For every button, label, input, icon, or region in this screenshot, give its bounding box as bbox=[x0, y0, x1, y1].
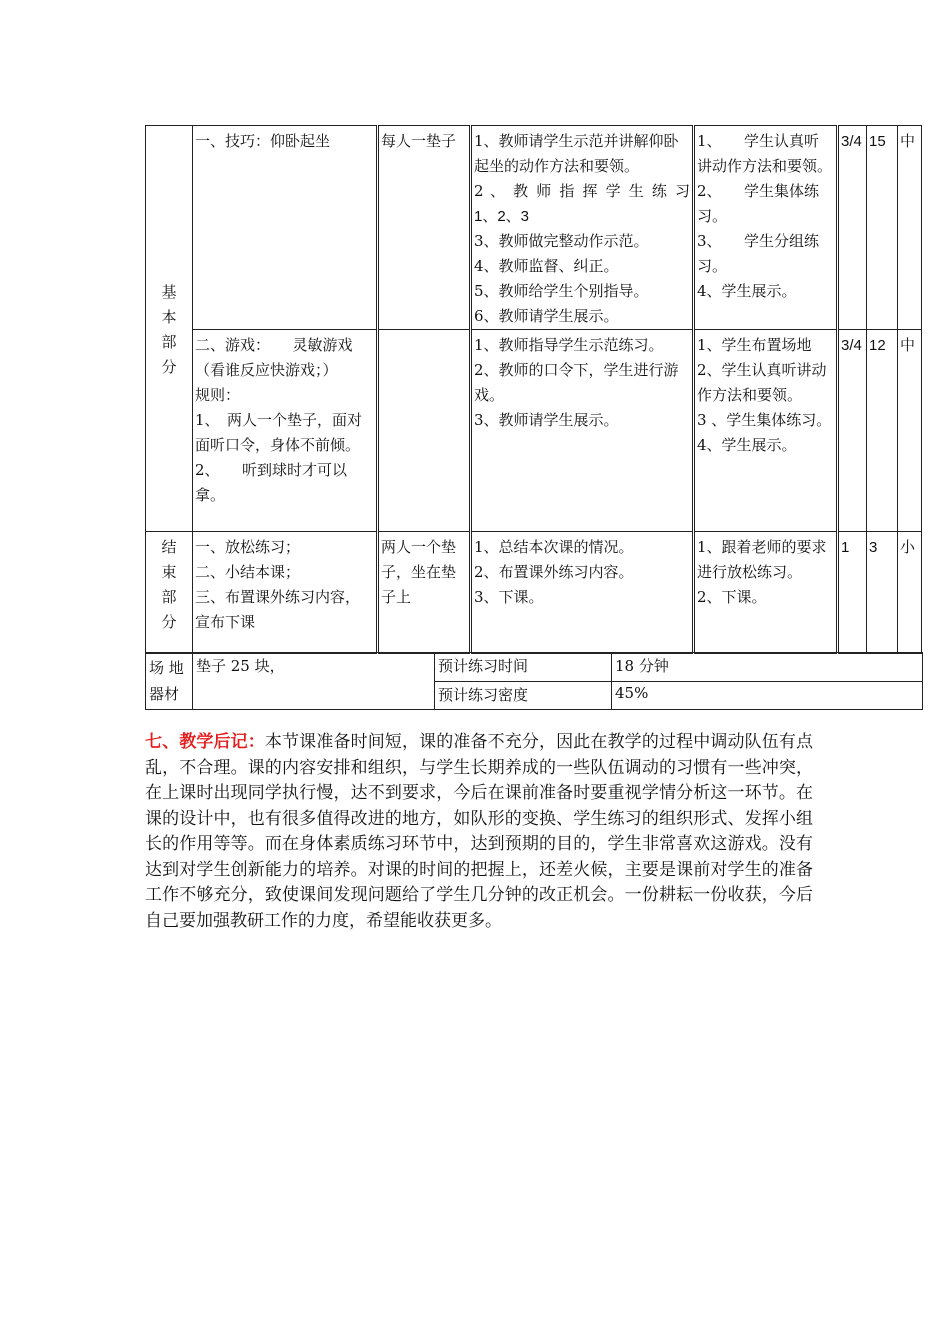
teacher-step: 2 、 教 师 指 挥 学 生 练 习 bbox=[474, 182, 690, 200]
teacher-step: 1、教师请学生示范并讲解仰卧起坐的动作方法和要领。 bbox=[474, 132, 679, 175]
teaching-notes bbox=[145, 730, 813, 934]
equipment-cell bbox=[378, 330, 471, 532]
content-line: 二、小结本课； bbox=[195, 563, 301, 581]
lesson-plan-table bbox=[145, 125, 922, 654]
equipment-text: 每人一垫子 bbox=[381, 132, 457, 150]
content-text: 一、技巧：仰卧起坐 bbox=[195, 132, 331, 150]
teacher-step: 1、教师指导学生示范练习。 bbox=[474, 336, 664, 354]
footer-row bbox=[146, 653, 923, 682]
venue-value-cell: 垫子 25 块， bbox=[193, 653, 435, 710]
basic-label-char: 部 bbox=[161, 333, 177, 351]
teacher-step: 2、教师的口令下，学生进行游戏。 bbox=[474, 361, 679, 404]
student-activity-cell bbox=[694, 330, 838, 532]
time-cell: 15 bbox=[867, 126, 898, 330]
student-step: 1、 学生认真听讲动作方法和要领。 bbox=[697, 132, 833, 175]
teacher-step: 4、教师监督、纠正。 bbox=[474, 257, 619, 275]
intensity-cell: 小 bbox=[898, 532, 922, 654]
content-cell bbox=[193, 126, 378, 330]
content-line: 2、 听到球时才可以拿。 bbox=[195, 461, 348, 504]
equipment-text: 两人一个垫子，坐在垫子上 bbox=[381, 538, 457, 606]
sets-cell: 1 bbox=[838, 532, 867, 654]
basic-section-label bbox=[146, 126, 193, 532]
sets-cell: 3/4 bbox=[838, 126, 867, 330]
teacher-step: 2、布置课外练习内容。 bbox=[474, 563, 634, 581]
student-step: 4、学生展示。 bbox=[697, 436, 797, 454]
student-step: 3 、学生集体练习。 bbox=[697, 411, 832, 429]
content-line: 二、游戏： 灵敏游戏 bbox=[195, 336, 353, 354]
student-step: 1、学生布置场地 bbox=[697, 336, 812, 354]
basic-label-char: 本 bbox=[161, 308, 177, 326]
content-line: 1、 两人一个垫子，面对面听口令，身体不前倾。 bbox=[195, 411, 363, 454]
student-step: 2、学生认真听讲动作方法和要领。 bbox=[697, 361, 827, 404]
content-line: （看谁反应快游戏；） bbox=[195, 361, 338, 379]
density-label-cell: 预计练习密度 bbox=[435, 681, 612, 710]
student-step: 2、 学生集体练习。 bbox=[697, 182, 820, 225]
intensity-cell: 中 bbox=[898, 330, 922, 532]
student-step: 1、跟着老师的要求进行放松练习。 bbox=[697, 538, 827, 581]
content-cell bbox=[193, 330, 378, 532]
teacher-step: 1、2、3 bbox=[474, 208, 530, 225]
table-row-end bbox=[146, 532, 922, 654]
teacher-activity-cell bbox=[471, 126, 694, 330]
student-activity-cell bbox=[694, 532, 838, 654]
notes-heading: 七、教学后记： bbox=[145, 732, 265, 752]
basic-label-char: 分 bbox=[161, 358, 177, 376]
teacher-activity-cell bbox=[471, 330, 694, 532]
time-cell: 3 bbox=[867, 532, 898, 654]
teacher-step: 1、总结本次课的情况。 bbox=[474, 538, 634, 556]
teacher-step: 5、教师给学生个别指导。 bbox=[474, 282, 649, 300]
table-row-basic-1 bbox=[146, 126, 922, 330]
equipment-cell bbox=[378, 126, 471, 330]
notes-body: 本节课准备时间短，课的准备不充分，因此在教学的过程中调动队伍有点乱，不合理。课的内容安排和组织，与学生长期养成的一些队伍调动的习惯有一些冲突，在上课时出现同学执行慢，达不到要求，今后在课前准备时要重视学情分析这一环节。在课的设计中，也有很多值得改进的地方，如队形的变换、学生练习的组织形式、发挥小组长的作用等等。而在身体素质练习环节中，达到预期的目的，学生非常喜欢这游戏。没有达到对学生创新能力的培养。对课的时间的把握上，还差火候，主要是课前对学生的准备工作不够充分，致使课间发现问题给了学生几分钟的改正机会。一份耕耘一份收获，今后自己要加强教研工作的力度，希望能收获更多。 bbox=[145, 732, 813, 931]
equipment-cell bbox=[378, 532, 471, 654]
teacher-step: 3、教师请学生展示。 bbox=[474, 411, 619, 429]
student-activity-cell bbox=[694, 126, 838, 330]
density-value-cell: 45% bbox=[612, 681, 923, 710]
content-cell bbox=[193, 532, 378, 654]
student-step: 4、学生展示。 bbox=[697, 282, 797, 300]
venue-summary-table bbox=[145, 652, 923, 710]
student-step: 3、 学生分组练习。 bbox=[697, 232, 820, 275]
teacher-step: 3、下课。 bbox=[474, 588, 544, 606]
venue-label-cell: 场 地器材 bbox=[146, 653, 193, 710]
intensity-cell: 中 bbox=[898, 126, 922, 330]
sets-cell: 3/4 bbox=[838, 330, 867, 532]
content-line: 规则： bbox=[195, 386, 241, 404]
teacher-step: 6、教师请学生展示。 bbox=[474, 307, 619, 325]
teacher-activity-cell bbox=[471, 532, 694, 654]
student-step: 2、下课。 bbox=[697, 588, 767, 606]
end-label-char: 部 bbox=[161, 588, 177, 606]
time-label-cell: 预计练习时间 bbox=[435, 653, 612, 682]
time-cell: 12 bbox=[867, 330, 898, 532]
end-label-char: 分 bbox=[161, 613, 177, 631]
content-line: 一、放松练习； bbox=[195, 538, 301, 556]
time-value-cell: 18 分钟 bbox=[612, 653, 923, 682]
content-line: 三、布置课外练习内容，宣布下课 bbox=[195, 588, 361, 631]
end-label-char: 结 bbox=[161, 538, 177, 556]
end-section-label bbox=[146, 532, 193, 654]
teacher-step: 3、教师做完整动作示范。 bbox=[474, 232, 649, 250]
basic-label-char: 基 bbox=[161, 283, 177, 301]
end-label-char: 束 bbox=[161, 563, 177, 581]
table-row-basic-2 bbox=[146, 330, 922, 532]
